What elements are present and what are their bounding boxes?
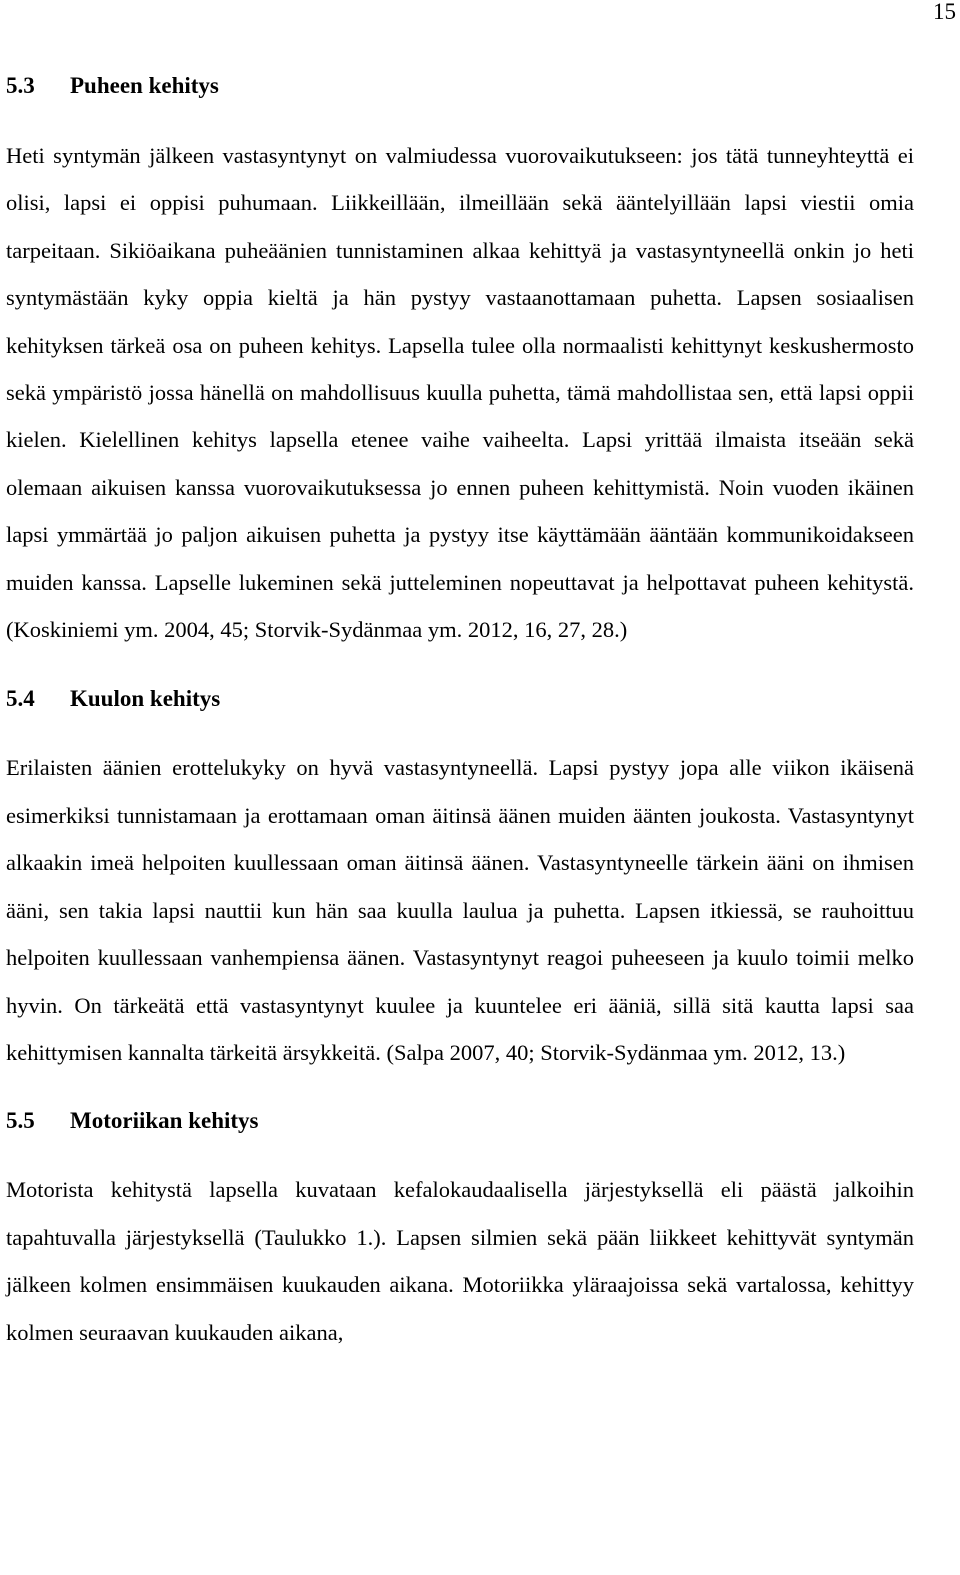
section-number: 5.5 bbox=[6, 1108, 35, 1134]
section-paragraph-5-5: Motorista kehitystä lapsella kuvataan kefalokaudaalisella järjestyksellä eli päästä jalkoihin tapahtuvalla järjestyksellä (Taulukko 1.). Lapsen silmien sekä pään liikkeet kehittyvät syntymän jälkeen kolmen ensimmäisen kuukauden aikana. Motoriikka yläraajoissa sekä vartalossa, kehittyy kolmen seuraavan kuukauden aikana, bbox=[6, 1177, 914, 1345]
section-number: 5.3 bbox=[6, 73, 35, 98]
section-title: Kuulon kehitys bbox=[70, 686, 221, 712]
section-heading-5-5 bbox=[6, 1097, 914, 1144]
section-number: 5.4 bbox=[6, 686, 35, 712]
section-title: Puheen kehitys bbox=[70, 73, 219, 98]
section-title: Motoriikan kehitys bbox=[70, 1108, 259, 1134]
section-paragraph-5-4: Erilaisten äänien erottelukyky on hyvä vastasyntyneellä. Lapsi pystyy jopa alle viikon ikäisenä esimerkiksi tunnistamaan ja erottamaan oman äitinsä äänen muiden äänten joukosta. Vastasyntynyt alkaakin imeä helpoiten kuullessaan oman äitinsä äänen. Vastasyntyneelle tärkein ääni on ihmisen ääni, sen takia lapsi nauttii kun hän saa kuulla laulua ja puhetta. Lapsen itkiessä, se rauhoittuu helpoiten kuullessaan vanhempiensa äänen. Vastasyntynyt reagoi puheeseen ja kuulo toimii melko hyvin. On tärkeätä että vastasyntynyt kuulee ja kuuntelee eri ääniä, sillä sitä kautta lapsi saa kehittymisen kannalta tärkeitä ärsykkeitä. (Salpa 2007, 40; Storvik-Sydänmaa ym. 2012, 13.) bbox=[6, 755, 914, 1065]
page-content bbox=[6, 62, 914, 1356]
section-heading-5-4 bbox=[6, 675, 914, 722]
section-paragraph-5-3: Heti syntymän jälkeen vastasyntynyt on valmiudessa vuorovaikutukseen: jos tätä tunneyhteyttä ei olisi, lapsi ei oppisi puhumaan. Liikkeillään, ilmeillään sekä ääntelyillään lapsi viestii omia tarpeitaan. Sikiöaikana puheäänien tunnistaminen alkaa kehittyä ja vastasyntyneellä onkin jo heti syntymästään kyky oppia kieltä ja hän pystyy vastaanottamaan puhetta. Lapsen sosiaalisen kehityksen tärkeä osa on puheen kehitys. Lapsella tulee olla normaalisti kehittynyt keskushermosto sekä ympäristö jossa hänellä on mahdollisuus kuulla puhetta, tämä mahdollistaa sen, että lapsi oppii kielen. Kielellinen kehitys lapsella etenee vaihe vaiheelta. Lapsi yrittää ilmaista itseään sekä olemaan aikuisen kanssa vuorovaikutuksessa jo ennen puheen kehittymistä. Noin vuoden ikäinen lapsi ymmärtää jo paljon aikuisen puhetta ja pystyy itse käyttämään ääntään kommunikoidakseen muiden kanssa. Lapselle lukeminen sekä jutteleminen nopeuttavat ja helpottavat puheen kehitystä. (Koskiniemi ym. 2004, 45; Storvik-Sydänmaa ym. 2012, 16, 27, 28.) bbox=[6, 143, 914, 643]
section-heading-5-3 bbox=[6, 62, 914, 109]
page-number: 15 bbox=[933, 0, 956, 24]
